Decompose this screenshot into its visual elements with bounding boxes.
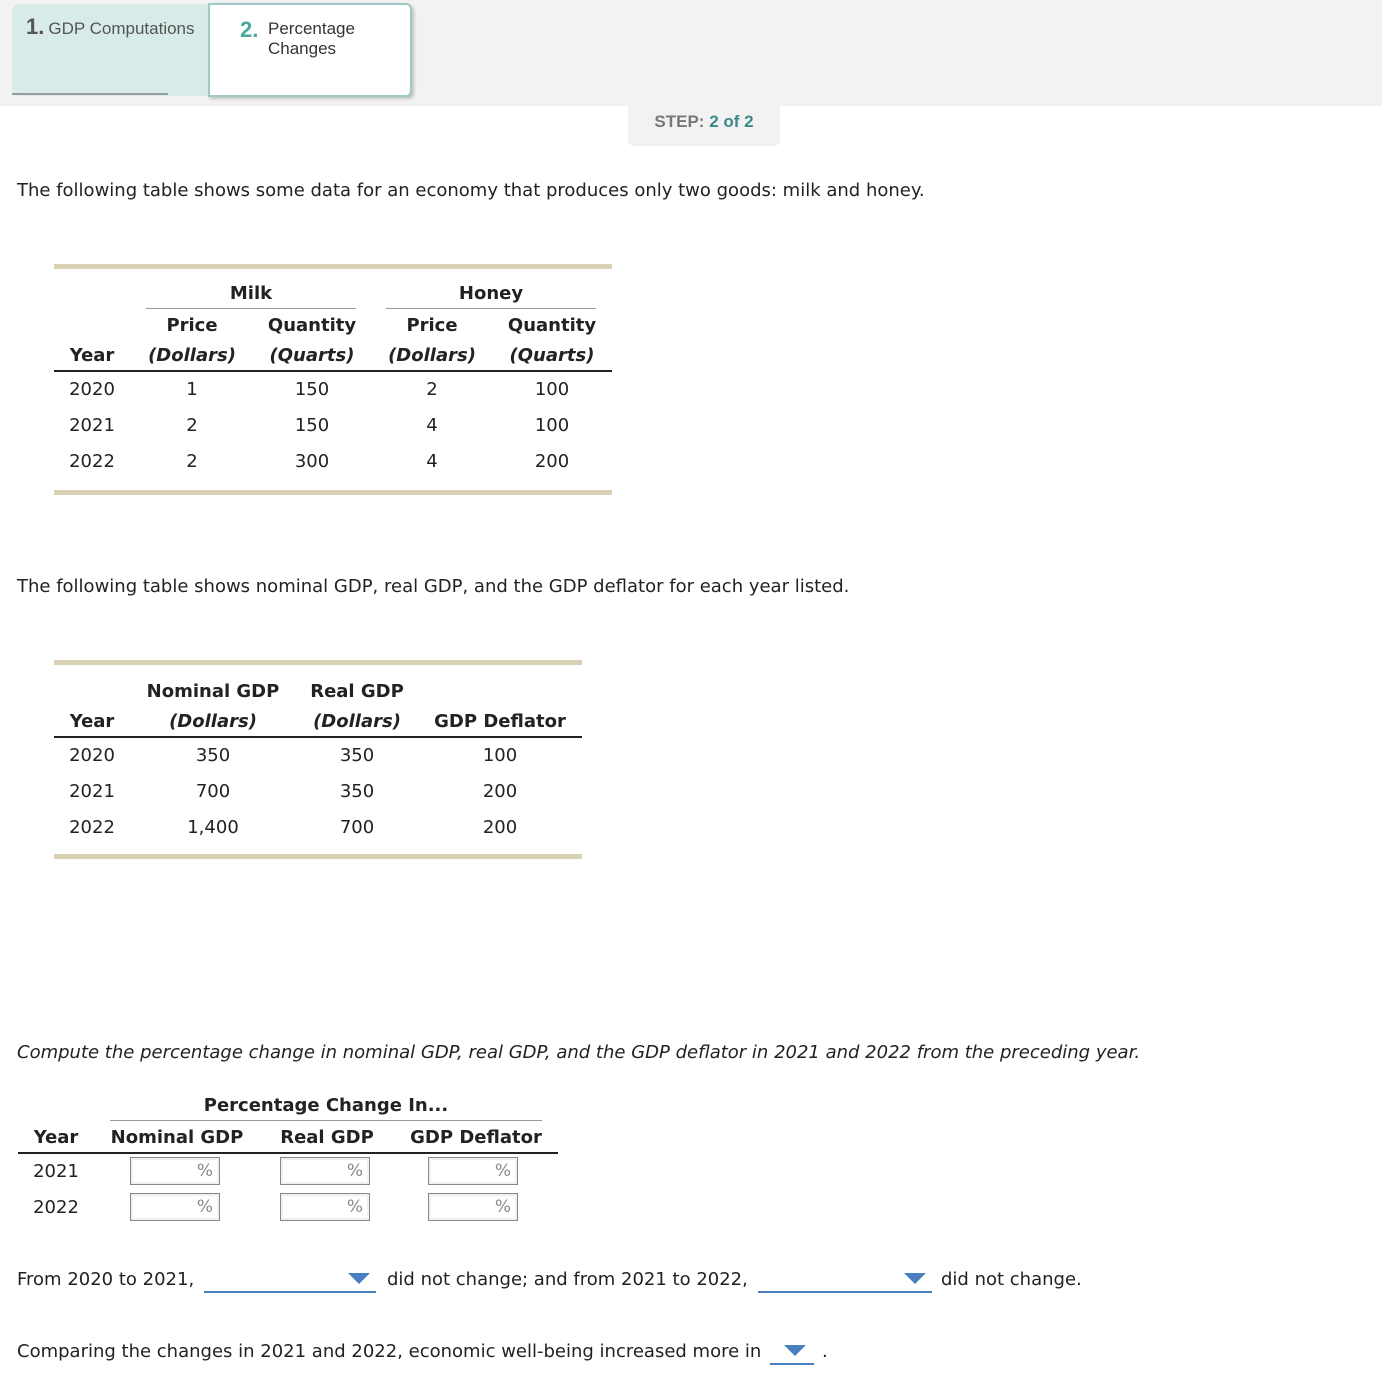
tab-gdp-computations-label: 1. GDP Computations: [26, 14, 195, 39]
nominal-gdp-header: Nominal GDP: [110, 1127, 244, 1148]
table-rule-top: [54, 660, 582, 665]
nominal-gdp-cell: 350: [195, 745, 231, 766]
chevron-down-icon: [904, 1273, 926, 1284]
milk-price-header: Price: [166, 315, 218, 336]
well-being-year-dropdown[interactable]: [770, 1337, 814, 1365]
intro-text-2: The following table shows nominal GDP, real GDP, and the GDP deflator for each year listed.: [17, 576, 850, 597]
milk-quantity-unit: (Quarts): [269, 345, 355, 366]
honey-group-header: Honey: [458, 283, 524, 304]
milk-price-cell: 1: [186, 379, 198, 400]
real-gdp-header: Real GDP: [280, 1127, 374, 1148]
real-gdp-cell: 350: [339, 781, 375, 802]
real-gdp-cell: 350: [339, 745, 375, 766]
milk-quantity-cell: 300: [294, 451, 330, 472]
milk-price-cell: 2: [186, 415, 198, 436]
milk-quantity-cell: 150: [294, 379, 330, 400]
question-2-text: Comparing the changes in 2021 and 2022, economic well-being increased more in: [17, 1341, 762, 1362]
year-header: Year: [69, 711, 115, 732]
question-1-text-a: From 2020 to 2021,: [17, 1269, 195, 1290]
chevron-down-icon: [348, 1273, 370, 1284]
milk-quantity-header: Quantity: [267, 315, 357, 336]
nominal-gdp-change-2021-input[interactable]: %: [130, 1157, 220, 1185]
gdp-deflator-change-2022-input[interactable]: %: [428, 1193, 518, 1221]
milk-group-header: Milk: [229, 283, 273, 304]
honey-quantity-header: Quantity: [507, 315, 597, 336]
gdp-deflator-cell: 100: [482, 745, 518, 766]
real-gdp-change-2021-input[interactable]: %: [280, 1157, 370, 1185]
honey-price-header: Price: [406, 315, 458, 336]
table-rule-bottom: [54, 854, 582, 859]
honey-group-line: [386, 308, 596, 309]
table1-year: 2021: [69, 415, 115, 436]
real-gdp-change-2022-input[interactable]: %: [280, 1193, 370, 1221]
milk-quantity-cell: 150: [294, 415, 330, 436]
table3-year: 2021: [33, 1161, 79, 1182]
real-gdp-header: Real GDP: [310, 681, 404, 702]
table2-year: 2020: [69, 745, 115, 766]
year-header: Year: [33, 1127, 79, 1148]
milk-group-line: [146, 308, 356, 309]
honey-quantity-cell: 100: [534, 379, 570, 400]
real-gdp-cell: 700: [339, 817, 375, 838]
nominal-gdp-change-2022-input[interactable]: %: [130, 1193, 220, 1221]
instruction-text: Compute the percentage change in nominal GDP, real GDP, and the GDP deflator in 2021 and 2022 from the preceding year.: [17, 1042, 1141, 1063]
honey-quantity-cell: 200: [534, 451, 570, 472]
question-1-text-c: did not change.: [941, 1269, 1082, 1290]
header-divider: [18, 1152, 558, 1154]
table1-year: 2020: [69, 379, 115, 400]
table1-year: 2022: [69, 451, 115, 472]
tab-underline: [12, 93, 168, 95]
year-header: Year: [69, 345, 115, 366]
gdp-deflator-change-2021-input[interactable]: %: [428, 1157, 518, 1185]
nominal-gdp-header: Nominal GDP: [146, 681, 280, 702]
real-gdp-unit: (Dollars): [313, 711, 401, 732]
unchanged-variable-2022-dropdown[interactable]: [758, 1265, 932, 1293]
table2-year: 2021: [69, 781, 115, 802]
header-divider: [54, 736, 582, 738]
intro-text-1: The following table shows some data for an economy that produces only two goods: milk and honey.: [17, 180, 925, 201]
nominal-gdp-cell: 700: [195, 781, 231, 802]
milk-price-unit: (Dollars): [148, 345, 236, 366]
gdp-deflator-header: GDP Deflator: [410, 1127, 542, 1148]
chevron-down-icon: [784, 1345, 806, 1356]
table-rule-bottom: [54, 490, 612, 495]
honey-quantity-cell: 100: [534, 415, 570, 436]
tab-percentage-changes[interactable]: 2. Percentage Changes: [208, 3, 412, 97]
question-2-period: .: [822, 1341, 828, 1362]
group-line: [110, 1120, 542, 1121]
milk-price-cell: 2: [186, 451, 198, 472]
table2-year: 2022: [69, 817, 115, 838]
honey-price-cell: 4: [426, 451, 438, 472]
nominal-gdp-unit: (Dollars): [169, 711, 257, 732]
honey-price-cell: 4: [426, 415, 438, 436]
gdp-deflator-cell: 200: [482, 781, 518, 802]
gdp-deflator-header: GDP Deflator: [434, 711, 566, 732]
percentage-change-group-header: Percentage Change In...: [203, 1095, 449, 1116]
header-divider: [54, 370, 612, 372]
question-1-text-b: did not change; and from 2021 to 2022,: [387, 1269, 748, 1290]
honey-price-cell: 2: [426, 379, 438, 400]
table-rule-top: [54, 264, 612, 269]
honey-quantity-unit: (Quarts): [509, 345, 595, 366]
table3-year: 2022: [33, 1197, 79, 1218]
nominal-gdp-cell: 1,400: [187, 817, 239, 838]
gdp-deflator-cell: 200: [482, 817, 518, 838]
step-indicator: STEP: 2 of 2: [628, 100, 780, 146]
unchanged-variable-2021-dropdown[interactable]: [204, 1265, 376, 1293]
honey-price-unit: (Dollars): [388, 345, 476, 366]
